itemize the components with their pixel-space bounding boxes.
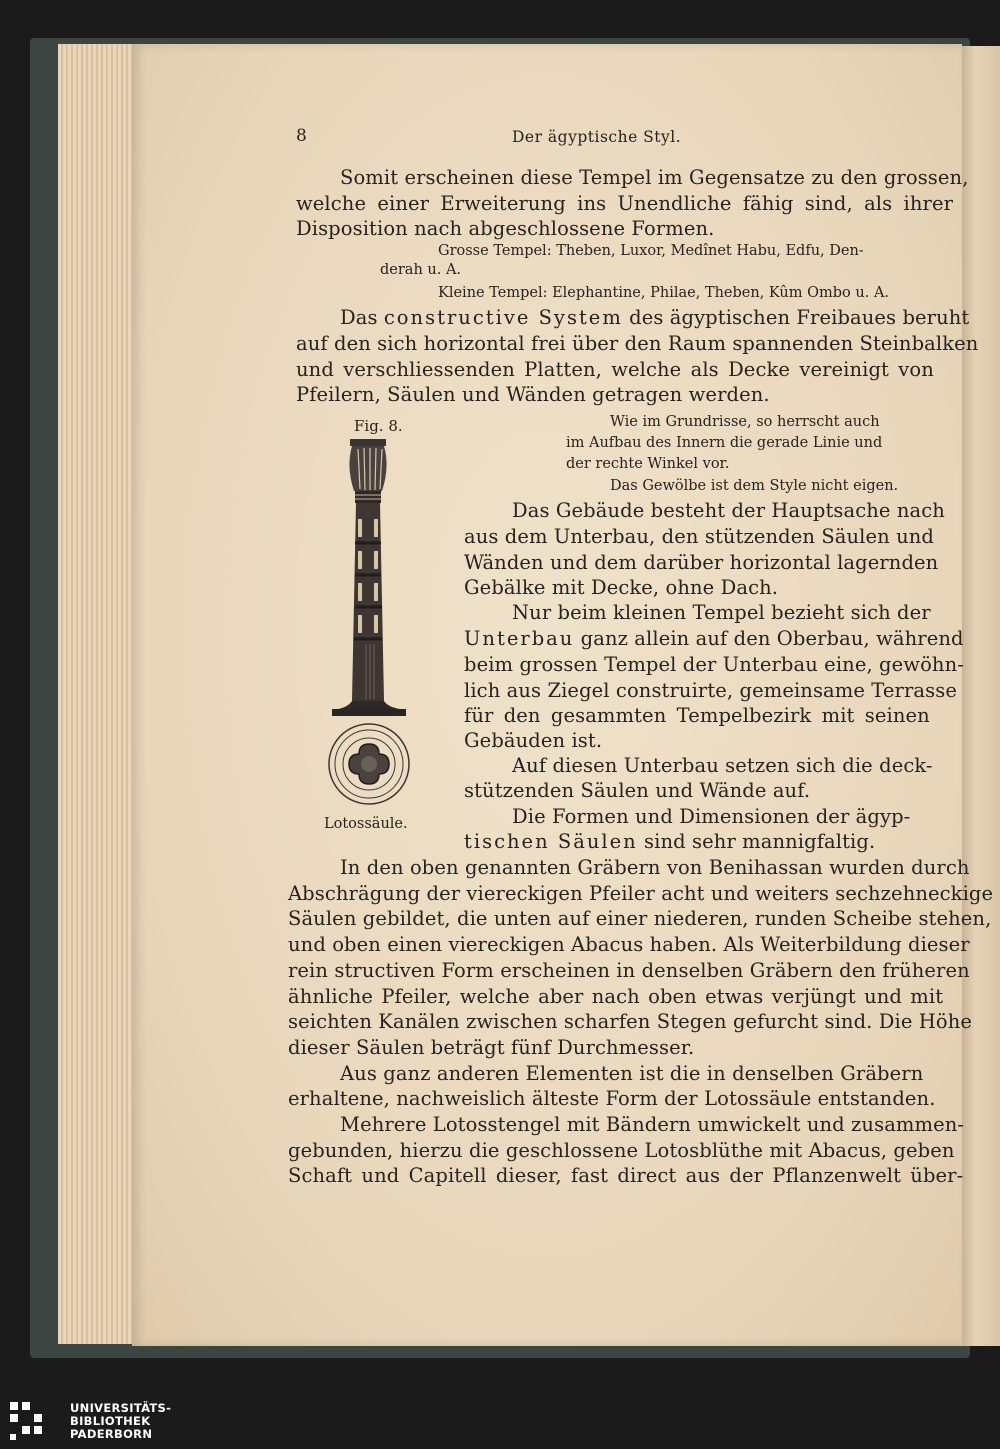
text-line <box>464 830 875 853</box>
text-line: Gebäuden ist. <box>464 729 603 752</box>
example-line: derah u. A. <box>380 262 462 278</box>
text-line: Aus ganz anderen Elementen ist die in denselben Gräbern <box>340 1062 924 1085</box>
text-line <box>464 627 964 650</box>
book-page <box>132 44 994 1346</box>
logo-text-line: PADERBORN <box>70 1427 153 1441</box>
figure-caption: Lotossäule. <box>324 816 408 832</box>
note-line: Das Gewölbe ist dem Style nicht eigen. <box>610 478 899 494</box>
text-line: seichten Kanälen zwischen scharfen Stegen gefurcht sind. Die Höhe <box>288 1010 973 1033</box>
text-line: Abschrägung der viereckigen Pfeiler acht und weiters sechzehneckige <box>288 882 994 905</box>
text-line: lich aus Ziegel construirte, gemeinsame Terrasse <box>464 679 957 702</box>
text-line: beim grossen Tempel der Unterbau eine, gewöhn- <box>464 653 964 676</box>
text-line: gebunden, hierzu die geschlossene Lotosblüthe mit Abacus, geben <box>288 1139 955 1162</box>
text-line: Säulen gebildet, die unten auf einer niederen, runden Scheibe stehen, <box>288 907 992 930</box>
text-line: Gebälke mit Decke, ohne Dach. <box>464 576 779 599</box>
text-line: für den gesammten Tempelbezirk mit seinen <box>464 704 930 727</box>
text-segment: des ägyptischen Freibaues beruht <box>622 306 970 329</box>
lotus-column-illustration <box>322 439 422 819</box>
spaced-term: tischen Säulen <box>464 830 638 853</box>
text-line: Disposition nach abgeschlossene Formen. <box>296 217 715 240</box>
text-line: Schaft und Capitell dieser, fast direct aus der Pflanzenwelt über- <box>288 1164 964 1187</box>
spaced-term: constructive System <box>383 306 623 329</box>
running-title: Der ägyptische Styl. <box>512 128 682 146</box>
text-line: Das Gebäude besteht der Hauptsache nach <box>512 499 945 522</box>
example-line: Kleine Tempel: Elephantine, Philae, Theben, Kûm Ombo u. A. <box>438 285 890 301</box>
note-line: der rechte Winkel vor. <box>566 456 730 472</box>
text-line: Pfeilern, Säulen und Wänden getragen werden. <box>296 383 770 406</box>
text-line: welche einer Erweiterung ins Unendliche fähig sind, als ihrer <box>296 192 954 215</box>
figure-label: Fig. 8. <box>354 417 403 435</box>
text-line: und oben einen viereckigen Abacus haben. Als Weiterbildung dieser <box>288 933 970 956</box>
text-line: Somit erscheinen diese Tempel im Gegensatze zu den grossen, <box>340 166 969 189</box>
text-line: Nur beim kleinen Tempel bezieht sich der <box>512 601 931 624</box>
text-line: auf den sich horizontal frei über den Raum spannenden Steinbalken <box>296 332 979 355</box>
logo-text-line: UNIVERSITÄTS- <box>70 1401 172 1415</box>
text-line: dieser Säulen beträgt fünf Durchmesser. <box>288 1036 695 1059</box>
facing-page-edge <box>958 46 1000 1346</box>
spaced-term: Unterbau <box>464 627 575 650</box>
text-line: Auf diesen Unterbau setzen sich die deck- <box>512 754 933 777</box>
note-line: Wie im Grundrisse, so herrscht auch <box>610 414 880 430</box>
text-line: und verschliessenden Platten, welche als Decke vereinigt von <box>296 358 934 381</box>
page-number: 8 <box>296 126 307 146</box>
text-line: ähnliche Pfeiler, welche aber nach oben etwas verjüngt und mit <box>288 985 944 1008</box>
text-line: Wänden und dem darüber horizontal lagernden <box>464 551 939 574</box>
logo-text-line: BIBLIOTHEK <box>70 1414 151 1428</box>
text-line: rein structiven Form erscheinen in denselben Gräbern den früheren <box>288 959 970 982</box>
text-line: aus dem Unterbau, den stützenden Säulen und <box>464 525 935 548</box>
example-line: Grosse Tempel: Theben, Luxor, Medînet Habu, Edfu, Den- <box>438 243 864 259</box>
text-line: Die Formen und Dimensionen der ägyp- <box>512 805 911 828</box>
page-edges <box>58 44 138 1344</box>
text-segment: Das <box>340 306 384 329</box>
library-logo-icon <box>8 1400 54 1442</box>
library-logo <box>8 1400 172 1446</box>
text-segment: sind sehr mannigfaltig. <box>637 830 876 853</box>
text-line: stützenden Säulen und Wände auf. <box>464 779 811 802</box>
text-line: In den oben genannten Gräbern von Benihassan wurden durch <box>340 856 970 879</box>
text-line: Mehrere Lotosstengel mit Bändern umwickelt und zusammen- <box>340 1113 965 1136</box>
text-line <box>340 306 969 329</box>
text-line: erhaltene, nachweislich älteste Form der Lotossäule entstanden. <box>288 1087 936 1110</box>
text-segment: ganz allein auf den Oberbau, während <box>574 627 964 650</box>
note-line: im Aufbau des Innern die gerade Linie und <box>566 435 883 451</box>
